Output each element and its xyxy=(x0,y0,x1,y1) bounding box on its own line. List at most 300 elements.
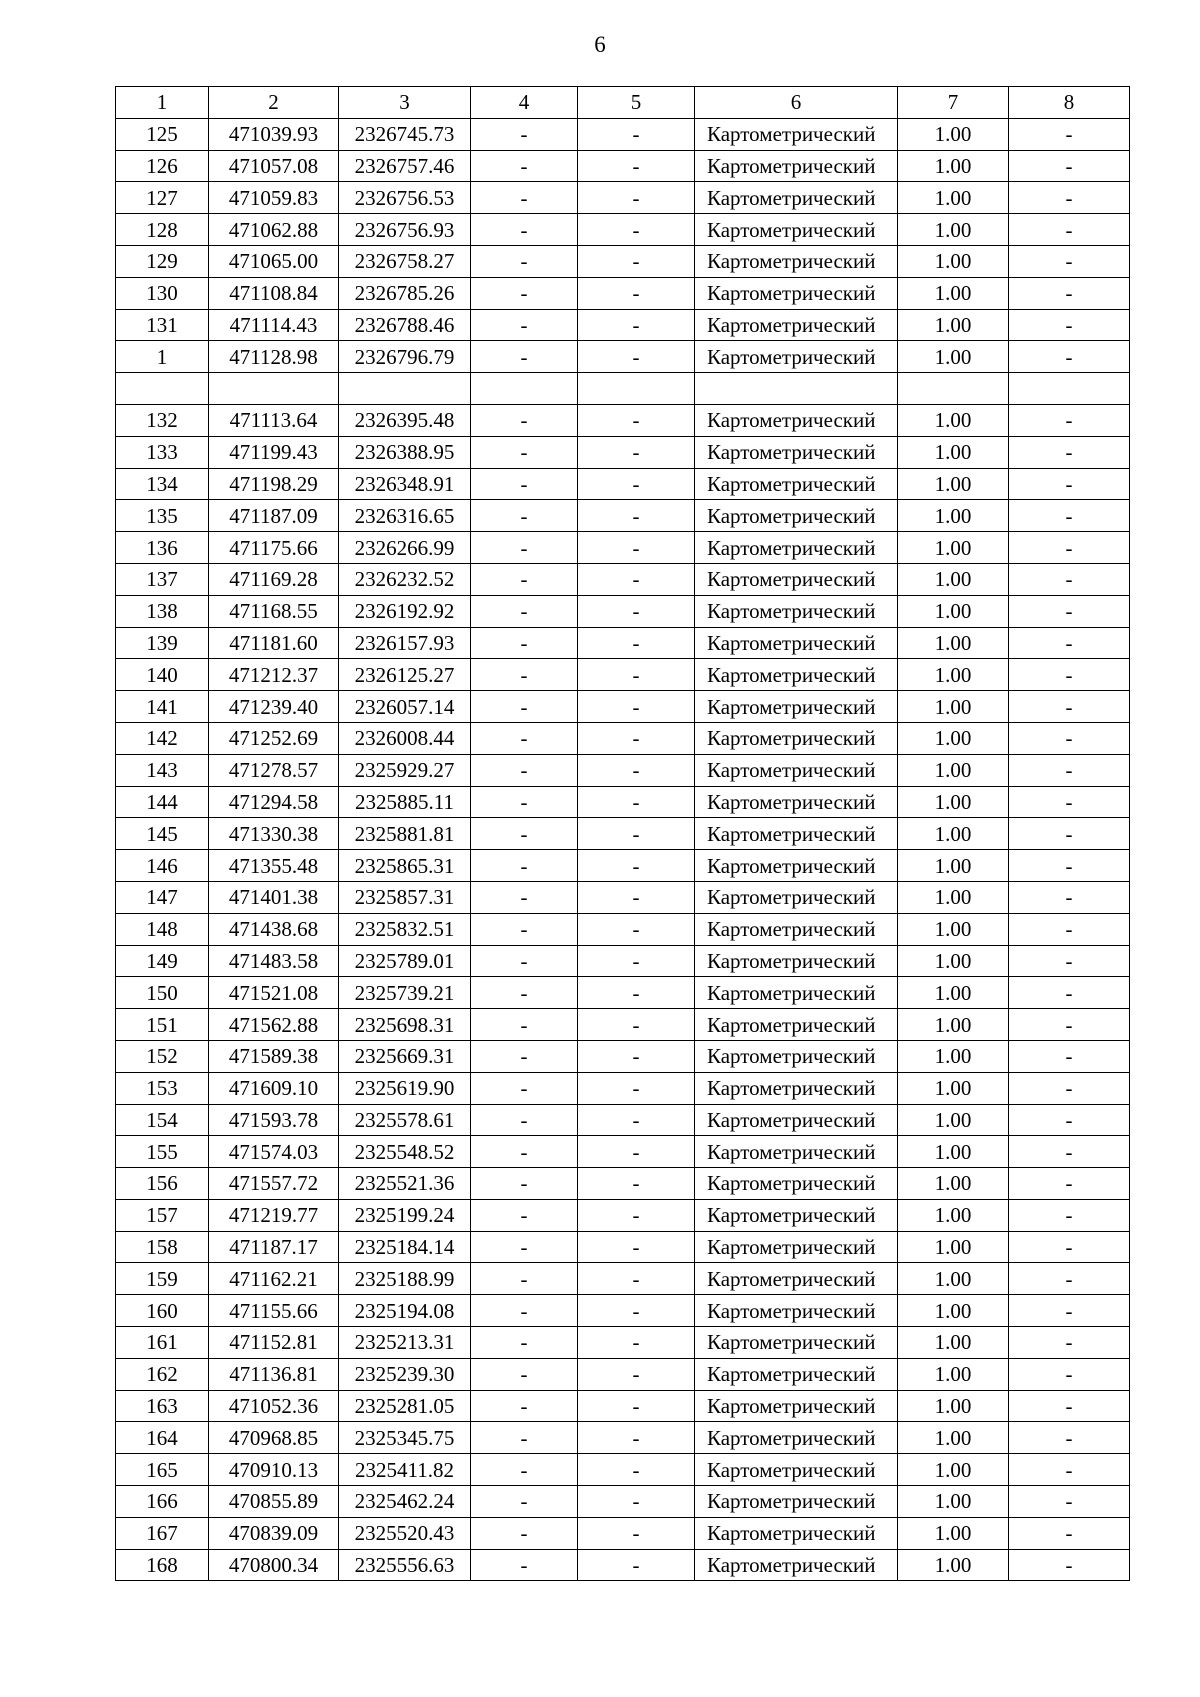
table-row xyxy=(116,913,1130,945)
column-5-cell: - xyxy=(578,309,695,341)
x-coordinate-cell: 471198.29 xyxy=(209,468,339,500)
header-cell: 7 xyxy=(898,87,1009,119)
accuracy-cell: 1.00 xyxy=(898,341,1009,373)
y-coordinate-cell: 2326758.27 xyxy=(339,245,471,277)
table-row xyxy=(116,1009,1130,1041)
method-cell: Картометрический xyxy=(695,945,898,977)
method-cell: Картометрический xyxy=(695,1517,898,1549)
header-cell: 8 xyxy=(1009,87,1130,119)
column-5-cell: - xyxy=(578,1390,695,1422)
column-8-cell: - xyxy=(1009,1295,1130,1327)
point-number-cell: 155 xyxy=(116,1136,209,1168)
x-coordinate-cell: 471199.43 xyxy=(209,436,339,468)
column-4-cell: - xyxy=(471,722,578,754)
accuracy-cell: 1.00 xyxy=(898,245,1009,277)
accuracy-cell: 1.00 xyxy=(898,786,1009,818)
column-4-cell: - xyxy=(471,1104,578,1136)
column-5-cell: - xyxy=(578,1040,695,1072)
point-number-cell: 159 xyxy=(116,1263,209,1295)
y-coordinate-cell: 2326788.46 xyxy=(339,309,471,341)
column-4-cell: - xyxy=(471,500,578,532)
point-number-cell xyxy=(116,373,209,405)
method-cell: Картометрический xyxy=(695,722,898,754)
table-row xyxy=(116,500,1130,532)
table-row xyxy=(116,373,1130,405)
accuracy-cell: 1.00 xyxy=(898,436,1009,468)
point-number-cell: 132 xyxy=(116,404,209,436)
column-4-cell: - xyxy=(471,1295,578,1327)
table-row xyxy=(116,214,1130,246)
table-row xyxy=(116,277,1130,309)
column-4-cell: - xyxy=(471,913,578,945)
method-cell: Картометрический xyxy=(695,1295,898,1327)
y-coordinate-cell: 2325881.81 xyxy=(339,818,471,850)
column-4-cell: - xyxy=(471,945,578,977)
accuracy-cell: 1.00 xyxy=(898,1231,1009,1263)
x-coordinate-cell: 471136.81 xyxy=(209,1358,339,1390)
table-row xyxy=(116,1454,1130,1486)
column-5-cell xyxy=(578,373,695,405)
y-coordinate-cell: 2325194.08 xyxy=(339,1295,471,1327)
point-number-cell: 160 xyxy=(116,1295,209,1327)
accuracy-cell: 1.00 xyxy=(898,627,1009,659)
table-row xyxy=(116,1104,1130,1136)
column-8-cell: - xyxy=(1009,532,1130,564)
y-coordinate-cell: 2325462.24 xyxy=(339,1486,471,1518)
table-row xyxy=(116,850,1130,882)
column-4-cell xyxy=(471,373,578,405)
accuracy-cell: 1.00 xyxy=(898,691,1009,723)
method-cell: Картометрический xyxy=(695,468,898,500)
method-cell: Картометрический xyxy=(695,436,898,468)
accuracy-cell: 1.00 xyxy=(898,1009,1009,1041)
column-8-cell: - xyxy=(1009,1358,1130,1390)
point-number-cell: 151 xyxy=(116,1009,209,1041)
method-cell: Картометрический xyxy=(695,277,898,309)
column-8-cell: - xyxy=(1009,627,1130,659)
table-row xyxy=(116,1358,1130,1390)
y-coordinate-cell: 2326395.48 xyxy=(339,404,471,436)
column-4-cell: - xyxy=(471,977,578,1009)
column-5-cell: - xyxy=(578,1454,695,1486)
column-4-cell: - xyxy=(471,436,578,468)
table-row xyxy=(116,977,1130,1009)
table-row xyxy=(116,818,1130,850)
column-4-cell: - xyxy=(471,1168,578,1200)
column-5-cell: - xyxy=(578,245,695,277)
point-number-cell: 165 xyxy=(116,1454,209,1486)
table-row xyxy=(116,1517,1130,1549)
x-coordinate-cell: 471589.38 xyxy=(209,1040,339,1072)
method-cell: Картометрический xyxy=(695,150,898,182)
accuracy-cell: 1.00 xyxy=(898,1517,1009,1549)
column-4-cell: - xyxy=(471,595,578,627)
method-cell: Картометрический xyxy=(695,1358,898,1390)
column-4-cell: - xyxy=(471,1517,578,1549)
accuracy-cell: 1.00 xyxy=(898,722,1009,754)
method-cell: Картометрический xyxy=(695,118,898,150)
y-coordinate-cell xyxy=(339,373,471,405)
method-cell: Картометрический xyxy=(695,1549,898,1581)
column-8-cell: - xyxy=(1009,977,1130,1009)
column-5-cell: - xyxy=(578,1422,695,1454)
column-5-cell: - xyxy=(578,1231,695,1263)
y-coordinate-cell: 2326316.65 xyxy=(339,500,471,532)
column-4-cell: - xyxy=(471,1486,578,1518)
x-coordinate-cell: 471108.84 xyxy=(209,277,339,309)
point-number-cell: 140 xyxy=(116,659,209,691)
method-cell: Картометрический xyxy=(695,1422,898,1454)
column-8-cell xyxy=(1009,373,1130,405)
table-row xyxy=(116,468,1130,500)
column-5-cell: - xyxy=(578,500,695,532)
y-coordinate-cell: 2326745.73 xyxy=(339,118,471,150)
method-cell: Картометрический xyxy=(695,404,898,436)
coordinates-table xyxy=(115,86,1130,1581)
column-4-cell: - xyxy=(471,818,578,850)
y-coordinate-cell: 2325411.82 xyxy=(339,1454,471,1486)
method-cell: Картометрический xyxy=(695,977,898,1009)
column-4-cell: - xyxy=(471,1199,578,1231)
column-5-cell: - xyxy=(578,436,695,468)
method-cell: Картометрический xyxy=(695,818,898,850)
x-coordinate-cell: 471057.08 xyxy=(209,150,339,182)
column-8-cell: - xyxy=(1009,214,1130,246)
y-coordinate-cell: 2325929.27 xyxy=(339,754,471,786)
column-8-cell: - xyxy=(1009,1104,1130,1136)
accuracy-cell: 1.00 xyxy=(898,1295,1009,1327)
column-4-cell: - xyxy=(471,1136,578,1168)
column-8-cell: - xyxy=(1009,118,1130,150)
column-8-cell: - xyxy=(1009,277,1130,309)
x-coordinate-cell: 471252.69 xyxy=(209,722,339,754)
y-coordinate-cell: 2325832.51 xyxy=(339,913,471,945)
accuracy-cell: 1.00 xyxy=(898,1263,1009,1295)
column-5-cell: - xyxy=(578,1072,695,1104)
column-8-cell: - xyxy=(1009,245,1130,277)
x-coordinate-cell: 471593.78 xyxy=(209,1104,339,1136)
accuracy-cell: 1.00 xyxy=(898,1486,1009,1518)
y-coordinate-cell: 2325188.99 xyxy=(339,1263,471,1295)
method-cell xyxy=(695,373,898,405)
header-cell: 1 xyxy=(116,87,209,119)
column-5-cell: - xyxy=(578,627,695,659)
column-5-cell: - xyxy=(578,659,695,691)
column-8-cell: - xyxy=(1009,1263,1130,1295)
accuracy-cell: 1.00 xyxy=(898,977,1009,1009)
accuracy-cell: 1.00 xyxy=(898,118,1009,150)
y-coordinate-cell: 2326348.91 xyxy=(339,468,471,500)
point-number-cell: 163 xyxy=(116,1390,209,1422)
y-coordinate-cell: 2325521.36 xyxy=(339,1168,471,1200)
table-row xyxy=(116,182,1130,214)
point-number-cell: 166 xyxy=(116,1486,209,1518)
table-row xyxy=(116,563,1130,595)
point-number-cell: 136 xyxy=(116,532,209,564)
point-number-cell: 154 xyxy=(116,1104,209,1136)
table-row xyxy=(116,1263,1130,1295)
accuracy-cell: 1.00 xyxy=(898,468,1009,500)
accuracy-cell: 1.00 xyxy=(898,1549,1009,1581)
column-4-cell: - xyxy=(471,691,578,723)
header-cell: 6 xyxy=(695,87,898,119)
accuracy-cell: 1.00 xyxy=(898,1136,1009,1168)
method-cell: Картометрический xyxy=(695,627,898,659)
point-number-cell: 164 xyxy=(116,1422,209,1454)
x-coordinate-cell: 471401.38 xyxy=(209,881,339,913)
accuracy-cell: 1.00 xyxy=(898,1327,1009,1359)
column-8-cell: - xyxy=(1009,691,1130,723)
y-coordinate-cell: 2326266.99 xyxy=(339,532,471,564)
column-5-cell: - xyxy=(578,881,695,913)
x-coordinate-cell: 471152.81 xyxy=(209,1327,339,1359)
point-number-cell: 137 xyxy=(116,563,209,595)
column-5-cell: - xyxy=(578,214,695,246)
method-cell: Картометрический xyxy=(695,500,898,532)
column-8-cell: - xyxy=(1009,818,1130,850)
point-number-cell: 128 xyxy=(116,214,209,246)
y-coordinate-cell: 2325865.31 xyxy=(339,850,471,882)
y-coordinate-cell: 2326157.93 xyxy=(339,627,471,659)
table-row xyxy=(116,595,1130,627)
column-4-cell: - xyxy=(471,881,578,913)
accuracy-cell: 1.00 xyxy=(898,1168,1009,1200)
column-8-cell: - xyxy=(1009,150,1130,182)
x-coordinate-cell: 471114.43 xyxy=(209,309,339,341)
y-coordinate-cell: 2325857.31 xyxy=(339,881,471,913)
table-row xyxy=(116,1231,1130,1263)
method-cell: Картометрический xyxy=(695,1136,898,1168)
method-cell: Картометрический xyxy=(695,1454,898,1486)
accuracy-cell: 1.00 xyxy=(898,150,1009,182)
column-5-cell: - xyxy=(578,1104,695,1136)
table-row xyxy=(116,881,1130,913)
method-cell: Картометрический xyxy=(695,691,898,723)
x-coordinate-cell: 471168.55 xyxy=(209,595,339,627)
column-5-cell: - xyxy=(578,818,695,850)
y-coordinate-cell: 2325698.31 xyxy=(339,1009,471,1041)
column-8-cell: - xyxy=(1009,468,1130,500)
point-number-cell: 152 xyxy=(116,1040,209,1072)
accuracy-cell: 1.00 xyxy=(898,1390,1009,1422)
point-number-cell: 150 xyxy=(116,977,209,1009)
y-coordinate-cell: 2325739.21 xyxy=(339,977,471,1009)
y-coordinate-cell: 2326756.53 xyxy=(339,182,471,214)
column-8-cell: - xyxy=(1009,1486,1130,1518)
accuracy-cell: 1.00 xyxy=(898,1072,1009,1104)
accuracy-cell: 1.00 xyxy=(898,277,1009,309)
method-cell: Картометрический xyxy=(695,1009,898,1041)
y-coordinate-cell: 2326388.95 xyxy=(339,436,471,468)
x-coordinate-cell: 471521.08 xyxy=(209,977,339,1009)
point-number-cell: 161 xyxy=(116,1327,209,1359)
point-number-cell: 157 xyxy=(116,1199,209,1231)
y-coordinate-cell: 2325199.24 xyxy=(339,1199,471,1231)
column-8-cell: - xyxy=(1009,1231,1130,1263)
x-coordinate-cell: 471294.58 xyxy=(209,786,339,818)
table-row xyxy=(116,1136,1130,1168)
column-5-cell: - xyxy=(578,722,695,754)
point-number-cell: 162 xyxy=(116,1358,209,1390)
table-row xyxy=(116,945,1130,977)
column-8-cell: - xyxy=(1009,1517,1130,1549)
column-5-cell: - xyxy=(578,182,695,214)
column-8-cell: - xyxy=(1009,1199,1130,1231)
x-coordinate-cell: 471355.48 xyxy=(209,850,339,882)
column-4-cell: - xyxy=(471,182,578,214)
method-cell: Картометрический xyxy=(695,754,898,786)
method-cell: Картометрический xyxy=(695,1327,898,1359)
point-number-cell: 1 xyxy=(116,341,209,373)
point-number-cell: 168 xyxy=(116,1549,209,1581)
accuracy-cell: 1.00 xyxy=(898,1040,1009,1072)
column-4-cell: - xyxy=(471,309,578,341)
column-5-cell: - xyxy=(578,945,695,977)
method-cell: Картометрический xyxy=(695,786,898,818)
x-coordinate-cell: 471175.66 xyxy=(209,532,339,564)
accuracy-cell: 1.00 xyxy=(898,659,1009,691)
x-coordinate-cell: 471239.40 xyxy=(209,691,339,723)
point-number-cell: 139 xyxy=(116,627,209,659)
method-cell: Картометрический xyxy=(695,1390,898,1422)
x-coordinate-cell: 471128.98 xyxy=(209,341,339,373)
column-4-cell: - xyxy=(471,277,578,309)
point-number-cell: 134 xyxy=(116,468,209,500)
header-cell: 5 xyxy=(578,87,695,119)
y-coordinate-cell: 2325213.31 xyxy=(339,1327,471,1359)
method-cell: Картометрический xyxy=(695,881,898,913)
method-cell: Картометрический xyxy=(695,214,898,246)
x-coordinate-cell: 470839.09 xyxy=(209,1517,339,1549)
column-5-cell: - xyxy=(578,1486,695,1518)
column-5-cell: - xyxy=(578,277,695,309)
column-8-cell: - xyxy=(1009,595,1130,627)
y-coordinate-cell: 2326125.27 xyxy=(339,659,471,691)
point-number-cell: 130 xyxy=(116,277,209,309)
column-5-cell: - xyxy=(578,1549,695,1581)
column-5-cell: - xyxy=(578,150,695,182)
column-4-cell: - xyxy=(471,1358,578,1390)
column-8-cell: - xyxy=(1009,850,1130,882)
accuracy-cell: 1.00 xyxy=(898,1104,1009,1136)
method-cell: Картометрический xyxy=(695,245,898,277)
x-coordinate-cell: 471113.64 xyxy=(209,404,339,436)
point-number-cell: 158 xyxy=(116,1231,209,1263)
column-4-cell: - xyxy=(471,1009,578,1041)
table-row xyxy=(116,1168,1130,1200)
column-4-cell: - xyxy=(471,1549,578,1581)
point-number-cell: 149 xyxy=(116,945,209,977)
point-number-cell: 142 xyxy=(116,722,209,754)
column-5-cell: - xyxy=(578,532,695,564)
column-5-cell: - xyxy=(578,1517,695,1549)
table-row xyxy=(116,1199,1130,1231)
column-8-cell: - xyxy=(1009,786,1130,818)
x-coordinate-cell: 470800.34 xyxy=(209,1549,339,1581)
column-5-cell: - xyxy=(578,1009,695,1041)
x-coordinate-cell: 471562.88 xyxy=(209,1009,339,1041)
column-8-cell: - xyxy=(1009,659,1130,691)
y-coordinate-cell: 2326232.52 xyxy=(339,563,471,595)
table-row xyxy=(116,691,1130,723)
column-4-cell: - xyxy=(471,850,578,882)
y-coordinate-cell: 2326796.79 xyxy=(339,341,471,373)
column-4-cell: - xyxy=(471,1072,578,1104)
table-row xyxy=(116,1486,1130,1518)
y-coordinate-cell: 2326192.92 xyxy=(339,595,471,627)
column-4-cell: - xyxy=(471,1231,578,1263)
column-5-cell: - xyxy=(578,595,695,627)
table-row xyxy=(116,245,1130,277)
y-coordinate-cell: 2325281.05 xyxy=(339,1390,471,1422)
x-coordinate-cell: 471062.88 xyxy=(209,214,339,246)
column-8-cell: - xyxy=(1009,913,1130,945)
method-cell: Картометрический xyxy=(695,850,898,882)
y-coordinate-cell: 2325548.52 xyxy=(339,1136,471,1168)
x-coordinate-cell: 471169.28 xyxy=(209,563,339,595)
table-body xyxy=(116,87,1130,1581)
accuracy-cell xyxy=(898,373,1009,405)
x-coordinate-cell: 471059.83 xyxy=(209,182,339,214)
column-8-cell: - xyxy=(1009,1168,1130,1200)
table-row xyxy=(116,532,1130,564)
x-coordinate-cell: 471039.93 xyxy=(209,118,339,150)
column-8-cell: - xyxy=(1009,881,1130,913)
point-number-cell: 126 xyxy=(116,150,209,182)
column-4-cell: - xyxy=(471,150,578,182)
column-8-cell: - xyxy=(1009,1327,1130,1359)
column-4-cell: - xyxy=(471,532,578,564)
accuracy-cell: 1.00 xyxy=(898,182,1009,214)
method-cell: Картометрический xyxy=(695,659,898,691)
x-coordinate-cell: 471483.58 xyxy=(209,945,339,977)
point-number-cell: 131 xyxy=(116,309,209,341)
column-4-cell: - xyxy=(471,341,578,373)
header-cell: 3 xyxy=(339,87,471,119)
y-coordinate-cell: 2326785.26 xyxy=(339,277,471,309)
column-8-cell: - xyxy=(1009,436,1130,468)
point-number-cell: 147 xyxy=(116,881,209,913)
column-8-cell: - xyxy=(1009,1009,1130,1041)
column-5-cell: - xyxy=(578,1263,695,1295)
x-coordinate-cell: 471574.03 xyxy=(209,1136,339,1168)
page-number: 6 xyxy=(594,32,606,57)
point-number-cell: 156 xyxy=(116,1168,209,1200)
table-row xyxy=(116,309,1130,341)
table-row xyxy=(116,1040,1130,1072)
x-coordinate-cell: 471330.38 xyxy=(209,818,339,850)
column-5-cell: - xyxy=(578,850,695,882)
column-5-cell: - xyxy=(578,468,695,500)
method-cell: Картометрический xyxy=(695,532,898,564)
method-cell: Картометрический xyxy=(695,341,898,373)
method-cell: Картометрический xyxy=(695,595,898,627)
header-cell: 2 xyxy=(209,87,339,119)
accuracy-cell: 1.00 xyxy=(898,1199,1009,1231)
table-row xyxy=(116,1390,1130,1422)
table-row xyxy=(116,118,1130,150)
column-5-cell: - xyxy=(578,786,695,818)
accuracy-cell: 1.00 xyxy=(898,214,1009,246)
x-coordinate-cell: 471155.66 xyxy=(209,1295,339,1327)
column-4-cell: - xyxy=(471,1327,578,1359)
column-8-cell: - xyxy=(1009,1136,1130,1168)
accuracy-cell: 1.00 xyxy=(898,563,1009,595)
accuracy-cell: 1.00 xyxy=(898,595,1009,627)
x-coordinate-cell: 471187.09 xyxy=(209,500,339,532)
x-coordinate-cell: 471438.68 xyxy=(209,913,339,945)
column-4-cell: - xyxy=(471,214,578,246)
